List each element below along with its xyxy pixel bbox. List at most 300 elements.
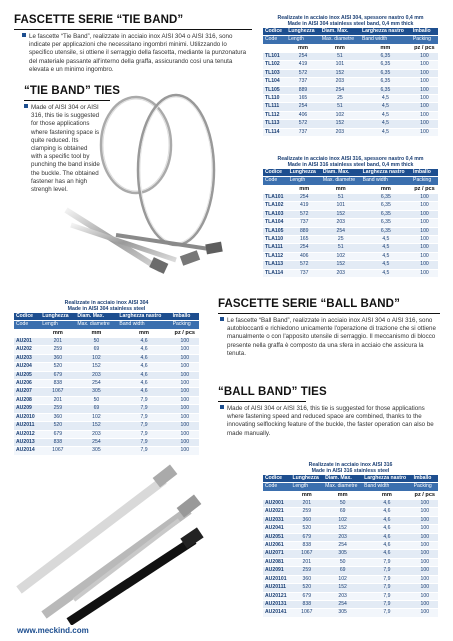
table-cell: 7,9 — [117, 422, 170, 430]
table-cell: 25 — [320, 95, 360, 103]
table-cell: 201 — [40, 338, 75, 346]
product-code-cell: TL110 — [263, 95, 286, 103]
table-cell: 7,9 — [362, 575, 411, 583]
table-cell: 4,5 — [360, 120, 411, 128]
table-header-cell: Larghezza nastro — [117, 313, 170, 321]
table-caption: Made in AISI 316 stainless steel band, 0,4 mm thick — [287, 162, 414, 169]
table-header-cell: Codice — [263, 28, 286, 36]
table-header-cell: Lunghezza — [288, 169, 321, 177]
table-cell: 679 — [290, 533, 323, 541]
table-cell: 4,5 — [361, 236, 411, 244]
table-cell: 305 — [323, 609, 362, 617]
product-code-cell: AU2011 — [14, 422, 40, 430]
table-cell: 100 — [411, 202, 438, 210]
table-cell: 152 — [75, 363, 117, 371]
table-header-cell — [263, 491, 290, 499]
table-header-cell: Diam. Max. — [323, 475, 362, 483]
table-cell: 6,35 — [361, 194, 411, 202]
table-row — [263, 558, 438, 566]
table-header-cell: Larghezza nastro — [362, 475, 411, 483]
product-code-cell: TLA104 — [263, 219, 288, 227]
table-cell: 305 — [323, 550, 362, 558]
table-header-cell: pz / pcs — [411, 44, 438, 52]
table-header-cell: mm — [323, 491, 362, 499]
table-cell: 152 — [323, 525, 362, 533]
table-caption: Made in AISI 304 stainless steel band, 0,4 mm thick — [287, 21, 414, 28]
table-cell: 100 — [411, 261, 438, 269]
product-code-cell: AU2012 — [14, 430, 40, 438]
product-code-cell: AU20141 — [263, 609, 290, 617]
table-header-cell: Diam. Max. — [75, 313, 117, 321]
product-code-cell: TL104 — [263, 78, 286, 86]
table-header-cell: Band width — [117, 321, 170, 329]
table-header-cell: Packing — [411, 36, 438, 44]
table-cell: 520 — [290, 584, 323, 592]
table-cell: 7,9 — [117, 438, 170, 446]
ball-band-product-image — [14, 440, 204, 625]
table-cell: 419 — [286, 61, 320, 69]
table-cell: 520 — [40, 363, 75, 371]
table-header-cell — [14, 329, 40, 337]
table-cell: 100 — [411, 252, 438, 260]
product-code-cell: AU2091 — [263, 567, 290, 575]
table-cell: 152 — [323, 584, 362, 592]
ball-band-italian-text — [220, 317, 442, 358]
table-cell: 101 — [320, 61, 360, 69]
table-row — [263, 120, 438, 128]
table-row — [263, 600, 438, 608]
table-cell: 100 — [411, 86, 438, 94]
table-caption: Made in AISI 316 stainless steel — [311, 468, 390, 475]
table-header-cell: Imballo — [411, 169, 438, 177]
table-row — [263, 542, 438, 550]
table-header-cell: pz / pcs — [412, 491, 438, 499]
table-header-cell: Imballo — [412, 475, 438, 483]
table-cell: 100 — [411, 269, 438, 277]
table-header-cell: Larghezza nastro — [360, 28, 411, 36]
table-header-cell: mm — [360, 44, 411, 52]
table-header-cell: Max. diametre — [75, 321, 117, 329]
table-cell: 100 — [171, 338, 199, 346]
table-cell: 254 — [288, 244, 321, 252]
au-316-spec-table — [263, 462, 438, 618]
table-cell: 69 — [323, 567, 362, 575]
table-header-cell: Code — [263, 36, 286, 44]
table-cell: 100 — [411, 69, 438, 77]
table-cell: 4,6 — [117, 338, 170, 346]
table-cell: 69 — [75, 346, 117, 354]
table-header-cell: mm — [288, 185, 321, 193]
table-units-row — [263, 491, 438, 499]
table-cell: 100 — [171, 447, 199, 455]
table-cell: 100 — [411, 53, 438, 61]
table-header-english — [263, 177, 438, 185]
table-cell: 4,6 — [362, 533, 411, 541]
table-cell: 203 — [75, 430, 117, 438]
table-row — [14, 422, 199, 430]
product-code-cell: TL105 — [263, 86, 286, 94]
table-header-cell: Max. diametre — [320, 36, 360, 44]
product-code-cell: AU20111 — [263, 584, 290, 592]
table-cell: 4,5 — [360, 95, 411, 103]
product-code-cell: AU205 — [14, 371, 40, 379]
product-code-cell: AU206 — [14, 380, 40, 388]
table-row — [263, 103, 438, 111]
table-row — [263, 261, 438, 269]
table-row — [263, 86, 438, 94]
table-header-cell: pz / pcs — [171, 329, 199, 337]
table-cell: 4,5 — [360, 103, 411, 111]
table-cell: 102 — [323, 516, 362, 524]
table-cell: 572 — [286, 69, 320, 77]
table-cell: 259 — [290, 567, 323, 575]
table-cell: 100 — [171, 380, 199, 388]
table-cell: 100 — [411, 236, 438, 244]
table-row — [263, 244, 438, 252]
table-cell: 100 — [411, 103, 438, 111]
table-header-cell: Code — [14, 321, 40, 329]
table-row — [263, 508, 438, 516]
table-row — [263, 202, 438, 210]
table-cell: 51 — [320, 103, 360, 111]
table-cell: 201 — [40, 396, 75, 404]
table-cell: 4,6 — [362, 516, 411, 524]
table-cell: 254 — [75, 438, 117, 446]
table-cell: 737 — [288, 219, 321, 227]
table-row — [263, 61, 438, 69]
table-cell: 100 — [171, 438, 199, 446]
table-cell: 1067 — [40, 388, 75, 396]
table-row — [263, 227, 438, 235]
table-cell: 100 — [411, 120, 438, 128]
table-header-cell: Length — [290, 483, 323, 491]
table-row — [14, 388, 199, 396]
table-cell: 1067 — [40, 447, 75, 455]
tie-band-product-image — [56, 85, 256, 285]
table-cell: 152 — [321, 261, 361, 269]
table-cell: 6,35 — [360, 86, 411, 94]
table-cell: 7,9 — [117, 430, 170, 438]
table-header-cell: Code — [263, 177, 288, 185]
product-code-cell: TL111 — [263, 103, 286, 111]
table-row — [263, 525, 438, 533]
table-cell: 165 — [288, 236, 321, 244]
ball-band-title: FASCETTE SERIE “BALL BAND” — [218, 298, 400, 310]
table-cell: 7,9 — [362, 567, 411, 575]
table-header-english — [14, 321, 199, 329]
product-code-cell: TLA102 — [263, 202, 288, 210]
table-cell: 100 — [411, 128, 438, 136]
table-cell: 100 — [412, 558, 438, 566]
table-header-cell: Length — [286, 36, 320, 44]
table-cell: 100 — [411, 210, 438, 218]
ball-band-title-rule — [218, 313, 440, 314]
table-cell: 360 — [290, 516, 323, 524]
table-header-cell: Max. diametre — [323, 483, 362, 491]
table-header-cell: Length — [288, 177, 321, 185]
table-cell: 254 — [288, 194, 321, 202]
product-code-cell: TLA110 — [263, 236, 288, 244]
table-cell: 7,9 — [362, 584, 411, 592]
table-header-cell — [263, 44, 286, 52]
table-header-cell: Code — [263, 483, 290, 491]
table-cell: 100 — [412, 500, 438, 508]
table-cell: 737 — [286, 128, 320, 136]
tla-spec-table — [263, 156, 438, 278]
table-cell: 102 — [75, 354, 117, 362]
table-row — [263, 95, 438, 103]
table-cell: 100 — [411, 111, 438, 119]
product-code-cell: AU209 — [14, 405, 40, 413]
table-cell: 100 — [411, 78, 438, 86]
table-header-cell: mm — [320, 44, 360, 52]
table-cell: 6,35 — [360, 69, 411, 77]
table-header-english — [263, 483, 438, 491]
table-cell: 100 — [171, 405, 199, 413]
table-cell: 101 — [321, 202, 361, 210]
table-cell: 100 — [171, 396, 199, 404]
ball-band-english-text — [220, 405, 442, 438]
ball-band-ties-rule — [218, 401, 306, 402]
table-cell: 7,9 — [362, 558, 411, 566]
table-cell: 838 — [40, 380, 75, 388]
table-cell: 6,35 — [360, 78, 411, 86]
product-code-cell: AU20131 — [263, 600, 290, 608]
table-cell: 203 — [320, 78, 360, 86]
product-code-cell: AU2031 — [263, 516, 290, 524]
product-code-cell: AU2081 — [263, 558, 290, 566]
table-cell: 4,6 — [117, 371, 170, 379]
table-cell: 4,5 — [361, 261, 411, 269]
table-cell: 100 — [411, 95, 438, 103]
table-cell: 100 — [171, 413, 199, 421]
table-cell: 100 — [411, 244, 438, 252]
table-cell: 737 — [288, 269, 321, 277]
bullet-square-icon — [24, 104, 28, 108]
table-cell: 100 — [412, 575, 438, 583]
table-header-cell: Imballo — [411, 28, 438, 36]
product-code-cell: AU20121 — [263, 592, 290, 600]
table-cell: 51 — [321, 194, 361, 202]
table-header-cell: Band width — [362, 483, 411, 491]
table-cell: 50 — [75, 338, 117, 346]
table-cell: 152 — [75, 422, 117, 430]
table-caption: Made in AISI 304 stainless steel — [67, 306, 146, 313]
table-cell: 7,9 — [362, 592, 411, 600]
table-row — [263, 194, 438, 202]
ball-band-italian-paragraph: Le fascette “Ball Band”, realizzate in acciaio inox AISI 304 o AISI 316, sono autobloccanti e richiedono unicamente l'operazione di trazione che si ottiene manualmente o con l'apposito utensile di serraggio. Il meccanismo di blocco presente nella graffa è composto da una sfera in acciaio che assicura la tenuta. — [227, 317, 436, 357]
table-cell: 679 — [290, 592, 323, 600]
table-cell: 4,5 — [360, 128, 411, 136]
table-units-row — [14, 329, 199, 337]
product-code-cell: TLA114 — [263, 269, 288, 277]
table-row — [263, 78, 438, 86]
table-cell: 520 — [290, 525, 323, 533]
table-cell: 102 — [320, 111, 360, 119]
product-code-cell: TL101 — [263, 53, 286, 61]
table-cell: 100 — [412, 600, 438, 608]
table-cell: 100 — [412, 609, 438, 617]
table-header-cell: Band width — [360, 36, 411, 44]
table-header-cell — [263, 185, 288, 193]
product-code-cell: AU2041 — [263, 525, 290, 533]
table-row — [263, 219, 438, 227]
table-header-cell: mm — [362, 491, 411, 499]
table-cell: 838 — [40, 438, 75, 446]
table-cell: 7,9 — [117, 447, 170, 455]
table-cell: 69 — [323, 508, 362, 516]
tie-band-title-rule — [14, 29, 252, 30]
table-row — [263, 252, 438, 260]
table-row — [263, 53, 438, 61]
website-url-link[interactable]: www.meckind.com — [17, 626, 89, 635]
table-cell: 100 — [412, 533, 438, 541]
table-caption: Realizzate in acciaio inox AISI 316, spessore nastro 0,4 mm — [277, 156, 424, 162]
table-row — [263, 210, 438, 218]
product-code-cell: AU201 — [14, 338, 40, 346]
table-cell: 100 — [412, 567, 438, 575]
product-code-cell: AU2013 — [14, 438, 40, 446]
table-cell: 100 — [411, 194, 438, 202]
table-cell: 254 — [320, 86, 360, 94]
product-code-cell: TLA101 — [263, 194, 288, 202]
table-cell: 305 — [75, 447, 117, 455]
table-cell: 360 — [40, 413, 75, 421]
bullet-square-icon — [220, 317, 224, 321]
table-row — [263, 111, 438, 119]
table-cell: 4,6 — [117, 363, 170, 371]
table-row — [14, 405, 199, 413]
table-cell: 6,35 — [361, 202, 411, 210]
table-header-cell: mm — [117, 329, 170, 337]
table-cell: 100 — [412, 542, 438, 550]
table-cell: 100 — [171, 388, 199, 396]
table-header-cell: Lunghezza — [290, 475, 323, 483]
ball-band-english-paragraph: Made of AISI 304 or AISI 316, this tie is suggested for those applications where fastening speed and reduced space are combined, thanks to the innovating selflocking feature of the buckle, the faster operation can also be made manually. — [227, 405, 434, 437]
table-cell: 100 — [171, 422, 199, 430]
table-cell: 100 — [412, 584, 438, 592]
table-header-cell: Band width — [361, 177, 411, 185]
table-row — [14, 371, 199, 379]
table-cell: 838 — [290, 600, 323, 608]
table-header-cell: Codice — [263, 169, 288, 177]
table-cell: 406 — [288, 252, 321, 260]
table-row — [263, 269, 438, 277]
table-cell: 100 — [412, 508, 438, 516]
table-row — [263, 533, 438, 541]
table-cell: 254 — [75, 380, 117, 388]
table-cell: 737 — [286, 78, 320, 86]
table-cell: 201 — [290, 558, 323, 566]
table-cell: 1067 — [290, 609, 323, 617]
tie-band-ties-title: “TIE BAND” TIES — [24, 85, 121, 97]
table-caption-row — [263, 21, 438, 27]
table-cell: 4,6 — [117, 346, 170, 354]
product-code-cell: TLA113 — [263, 261, 288, 269]
table-cell: 679 — [40, 371, 75, 379]
table-cell: 4,6 — [117, 380, 170, 388]
table-row — [263, 592, 438, 600]
table-header-cell: mm — [290, 491, 323, 499]
product-code-cell: AU204 — [14, 363, 40, 371]
product-code-cell: TL113 — [263, 120, 286, 128]
table-cell: 203 — [323, 533, 362, 541]
table-row — [263, 567, 438, 575]
table-cell: 305 — [75, 388, 117, 396]
table-header-cell: mm — [361, 185, 411, 193]
table-row — [263, 69, 438, 77]
table-cell: 254 — [286, 53, 320, 61]
product-code-cell: AU2010 — [14, 413, 40, 421]
table-cell: 152 — [320, 69, 360, 77]
table-header-cell: Codice — [263, 475, 290, 483]
table-cell: 4,5 — [360, 111, 411, 119]
table-row — [14, 354, 199, 362]
table-header-cell: Larghezza nastro — [361, 169, 411, 177]
table-cell: 7,9 — [362, 600, 411, 608]
table-header-cell: Lunghezza — [40, 313, 75, 321]
table-cell: 259 — [290, 508, 323, 516]
table-cell: 572 — [288, 261, 321, 269]
table-cell: 51 — [321, 244, 361, 252]
table-cell: 51 — [320, 53, 360, 61]
table-header-cell: Diam. Max. — [321, 169, 361, 177]
table-cell: 203 — [323, 592, 362, 600]
table-cell: 102 — [75, 413, 117, 421]
product-code-cell: AU2061 — [263, 542, 290, 550]
table-cell: 100 — [171, 354, 199, 362]
table-header-italian — [263, 28, 438, 36]
table-row — [263, 128, 438, 136]
ball-band-ties-title: “BALL BAND” TIES — [218, 386, 327, 398]
table-caption: Realizzate in acciaio inox AISI 304, spessore nastro 0,4 mm — [277, 15, 424, 21]
table-cell: 100 — [171, 363, 199, 371]
table-cell: 100 — [412, 550, 438, 558]
table-row — [263, 236, 438, 244]
table-cell: 25 — [321, 236, 361, 244]
table-header-cell: Packing — [412, 483, 438, 491]
table-cell: 100 — [411, 61, 438, 69]
table-cell: 4,5 — [361, 269, 411, 277]
table-header-cell: Diam. Max. — [320, 28, 360, 36]
table-header-italian — [14, 313, 199, 321]
table-cell: 203 — [75, 371, 117, 379]
table-cell: 100 — [411, 219, 438, 227]
table-header-cell: mm — [321, 185, 361, 193]
table-cell: 572 — [286, 120, 320, 128]
table-cell: 838 — [290, 542, 323, 550]
table-cell: 102 — [321, 252, 361, 260]
table-row — [14, 413, 199, 421]
table-header-cell: Length — [40, 321, 75, 329]
table-cell: 4,5 — [361, 252, 411, 260]
bullet-square-icon — [220, 405, 224, 409]
product-code-cell: AU2014 — [14, 447, 40, 455]
table-units-row — [263, 185, 438, 193]
product-code-cell: AU203 — [14, 354, 40, 362]
table-cell: 419 — [288, 202, 321, 210]
table-cell: 201 — [290, 500, 323, 508]
table-cell: 4,6 — [362, 550, 411, 558]
table-cell: 679 — [40, 430, 75, 438]
tie-band-title: FASCETTE SERIE “TIE BAND” — [14, 14, 184, 26]
table-row — [14, 338, 199, 346]
bullet-square-icon — [22, 33, 26, 37]
product-code-cell: AU208 — [14, 396, 40, 404]
table-cell: 100 — [411, 227, 438, 235]
table-cell: 6,35 — [360, 53, 411, 61]
table-header-cell: mm — [40, 329, 75, 337]
